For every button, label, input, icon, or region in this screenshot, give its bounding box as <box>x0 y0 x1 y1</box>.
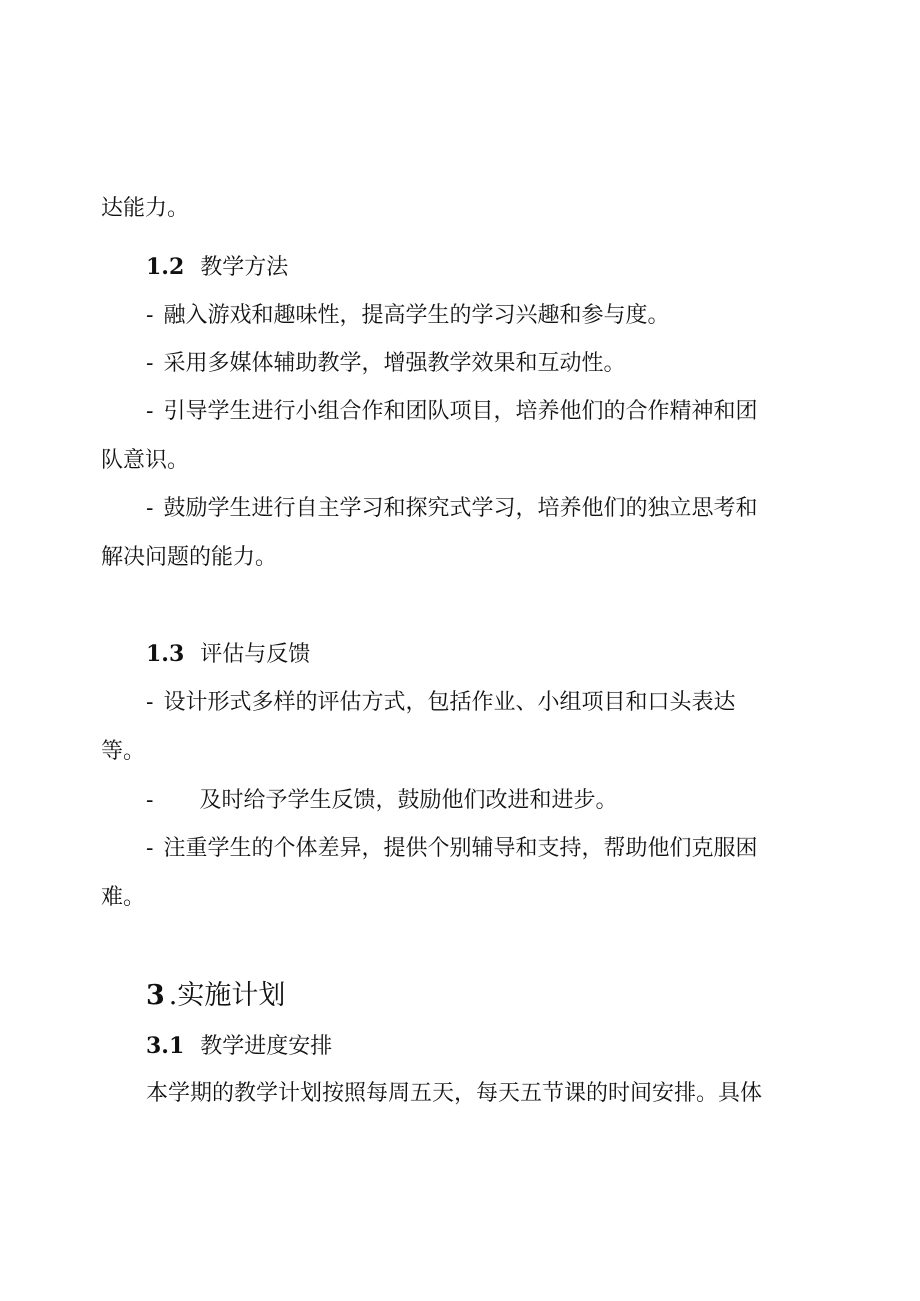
section-number: 1.2 <box>146 254 185 280</box>
section-title: .实施计划 <box>168 980 286 1011</box>
bullet-dash: - <box>146 836 154 861</box>
list-item-text: 采用多媒体辅助教学，增强教学效果和互动性。 <box>163 351 626 376</box>
bullet-dash: - <box>146 351 154 376</box>
list-item <box>146 301 669 331</box>
list-item-text: 设计形式多样的评估方式，包括作业、小组项目和口头表达 <box>163 690 736 715</box>
list-item-text: 鼓励学生进行自主学习和探究式学习，培养他们的独立思考和 <box>163 496 758 521</box>
section-title: 教学进度安排 <box>200 1034 333 1059</box>
list-item-continuation: 等。 <box>101 739 146 764</box>
list-item-text: 注重学生的个体差异，提供个别辅导和支持，帮助他们克服困 <box>163 836 758 861</box>
bullet-dash: - <box>146 303 154 328</box>
section-title: 教学方法 <box>200 255 289 280</box>
section-heading-1-3 <box>146 639 310 670</box>
list-item <box>146 397 757 427</box>
bullet-dash: - <box>146 399 154 424</box>
bullet-dash: - <box>146 788 154 813</box>
list-item-continuation: 解决问题的能力。 <box>101 545 278 570</box>
paragraph: 本学期的教学计划按照每周五天，每天五节课的时间安排。具体 <box>146 1081 763 1106</box>
section-title: 评估与反馈 <box>200 642 311 667</box>
section-heading-1-2 <box>146 252 288 283</box>
list-item-text: 融入游戏和趣味性，提高学生的学习兴趣和参与度。 <box>163 303 670 328</box>
list-item-text: 及时给予学生反馈，鼓励他们改进和进步。 <box>199 788 618 813</box>
list-item <box>146 688 735 718</box>
list-item <box>146 494 757 524</box>
list-item-continuation: 队意识。 <box>101 448 190 473</box>
section-number: 3.1 <box>146 1033 185 1059</box>
section-heading-3-1 <box>146 1031 332 1062</box>
list-item-text: 引导学生进行小组合作和团队项目，培养他们的合作精神和团 <box>163 399 758 424</box>
list-item <box>146 349 625 379</box>
paragraph-continuation: 达能力。 <box>101 196 190 221</box>
list-item-continuation: 难。 <box>101 885 146 910</box>
section-number: 3 <box>146 980 165 1011</box>
list-item <box>146 834 757 864</box>
chapter-heading-3 <box>146 978 285 1014</box>
bullet-dash: - <box>146 496 154 521</box>
section-number: 1.3 <box>146 641 185 667</box>
bullet-dash: - <box>146 690 154 715</box>
list-item <box>146 786 617 816</box>
